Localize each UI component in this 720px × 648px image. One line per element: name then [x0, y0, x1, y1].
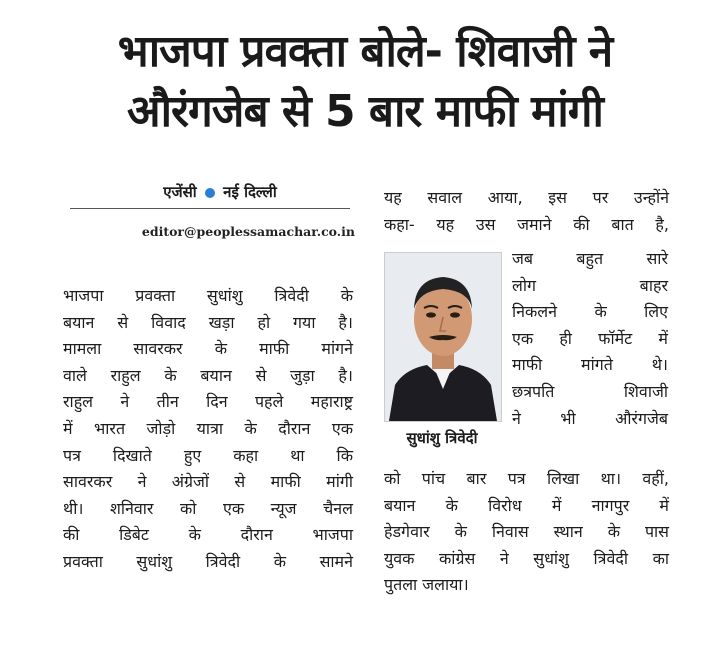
article-line: निकलने के लिए: [512, 302, 668, 322]
article-line: मामला सावरकर के माफी मांगने: [63, 339, 353, 359]
article-line: को पांच बार पत्र लिखा था। वहीं,: [384, 469, 669, 488]
article-line: कहा- यह उस जमाने की बात है,: [384, 214, 669, 234]
article-line: हेडगेवार के निवास स्थान के पास: [384, 522, 669, 542]
article-line: ने भी औरंगजेब: [512, 408, 668, 428]
bullet-dot-icon: [205, 188, 215, 198]
article-line: में भारत जोड़ो यात्रा के दौरान एक: [63, 418, 353, 438]
byline-email: editor@peoplessamachar.co.in: [141, 224, 355, 239]
byline-city: नई दिल्ली: [223, 183, 277, 201]
article-line: पुतला जलाया।: [384, 575, 469, 595]
article-line: राहुल ने तीन दिन पहले महाराष्ट्र: [63, 392, 353, 412]
person-portrait-icon: [385, 253, 501, 421]
byline-divider: [70, 208, 350, 209]
photo-caption: सुधांशु त्रिवेदी: [406, 429, 478, 447]
article-line: माफी मांगते थे।: [512, 355, 668, 375]
article-line: लोग बाहर: [512, 275, 668, 295]
article-left-column: [63, 283, 353, 576]
article-line: सावरकर ने अंग्रेजों से माफी मांगी: [63, 472, 353, 492]
article-line: एक ही फॉर्मेट में: [512, 328, 668, 348]
article-line: बयान से विवाद खड़ा हो गया है।: [63, 312, 353, 332]
article-line: युवक कांग्रेस ने सुधांशु त्रिवेदी का: [384, 548, 669, 568]
article-right-column-top: [384, 185, 669, 238]
headline: [40, 22, 690, 142]
article-line: भाजपा प्रवक्ता सुधांशु त्रिवेदी के: [63, 286, 353, 305]
article-line: छत्रपति शिवाजी: [512, 381, 668, 401]
headline-line-1: भाजपा प्रवक्ता बोले- शिवाजी ने: [117, 26, 613, 77]
article-line: पत्र दिखाते हुए कहा था कि: [63, 445, 353, 465]
article-line: प्रवक्ता सुधांशु त्रिवेदी के सामने: [63, 551, 353, 571]
article-line: जब बहुत सारे: [512, 249, 668, 268]
article-line: यह सवाल आया, इस पर उन्होंने: [384, 188, 669, 207]
article-line: थी। शनिवार को एक न्यूज चैनल: [63, 498, 353, 518]
article-right-column-wrap: [512, 246, 668, 432]
byline: [100, 182, 340, 202]
article-line: वाले राहुल के बयान से जुड़ा है।: [63, 365, 353, 385]
headline-line-2: औरंगजेब से 5 बार माफी मांगी: [127, 86, 603, 137]
article-line: की डिबेट के दौरान भाजपा: [63, 525, 353, 545]
article-right-column-bottom: [384, 466, 669, 599]
portrait-photo: [384, 252, 502, 422]
article-line: बयान के विरोध में नागपुर में: [384, 495, 669, 515]
byline-agency: एजेंसी: [163, 183, 197, 201]
